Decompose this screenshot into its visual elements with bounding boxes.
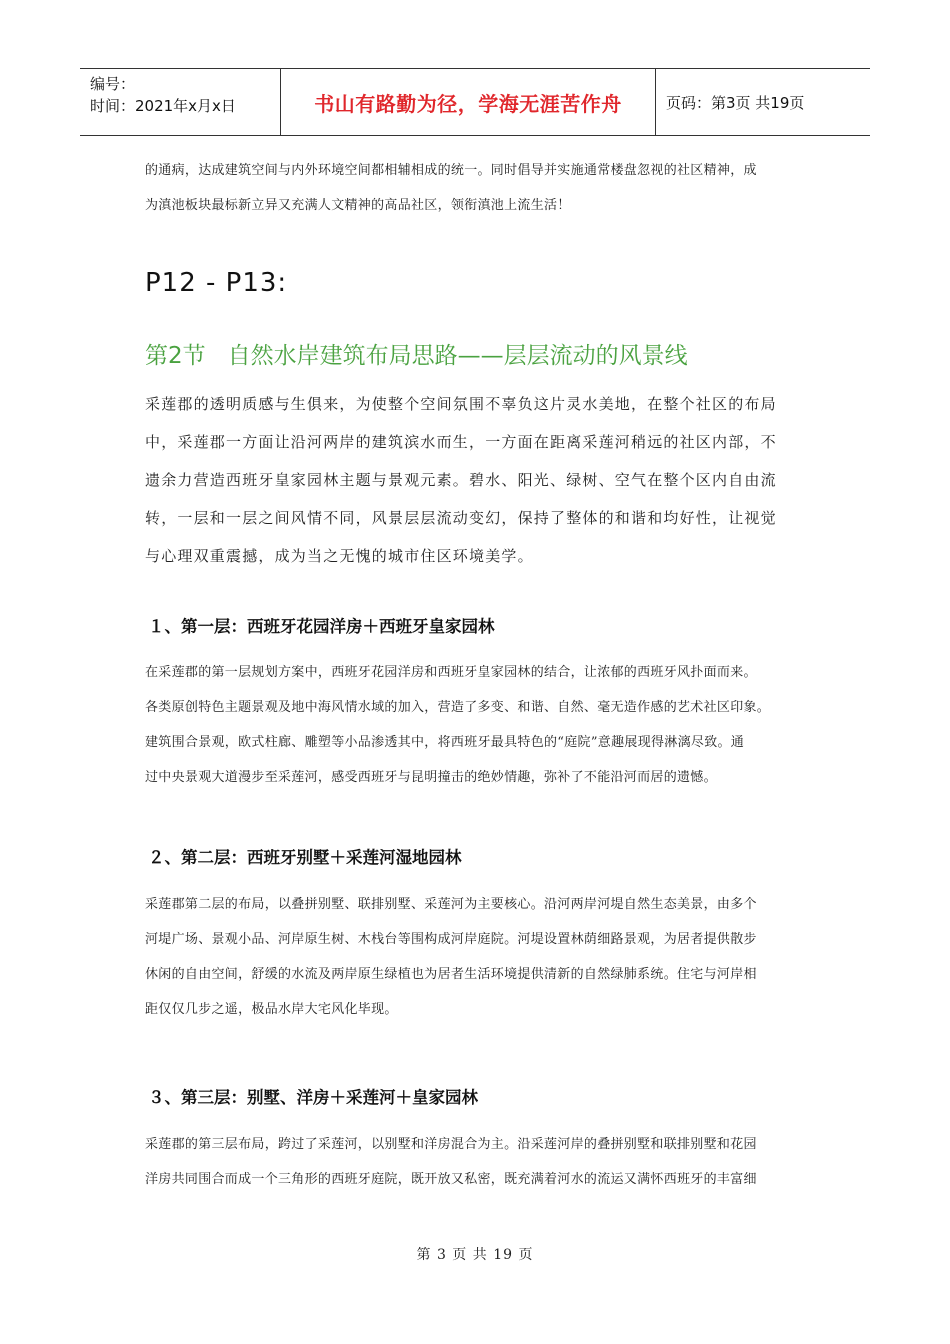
number-label: 编号： — [90, 75, 136, 93]
layer-3-heading: ３、第三层：别墅、洋房＋采莲河＋皇家园林 — [148, 1088, 478, 1107]
layer-3-line: 采莲郡的第三层布局，跨过了采莲河，以别墅和洋房混合为主。沿采莲河岸的叠拼别墅和联排别墅和花园 — [145, 1137, 757, 1152]
section-intro-line: 采莲郡的透明质感与生俱来，为使整个空间氛围不辜负这片灵水美地，在整个社区的布局 — [145, 395, 777, 413]
layer-2-line: 休闲的自由空间，舒缓的水流及两岸原生绿植也为居者生活环境提供清新的自然绿肺系统。住宅与河岸相 — [145, 967, 757, 982]
layer-1-line: 在采莲郡的第一层规划方案中，西班牙花园洋房和西班牙皇家园林的结合，让浓郁的西班牙风扑面而来。 — [145, 665, 757, 680]
page-footer: 第 3 页 共 19 页 — [416, 1247, 534, 1263]
section-intro-line: 中，采莲郡一方面让沿河两岸的建筑滨水而生，一方面在距离采莲河稍远的社区内部，不 — [145, 433, 777, 451]
date-line: 时间：2021年x月x日 — [90, 97, 236, 115]
layer-2-heading: ２、第二层：西班牙别墅＋采莲河湿地园林 — [148, 848, 462, 867]
page-header — [80, 68, 870, 136]
header-page-info: 页码：第3页 共19页 — [666, 93, 805, 112]
layer-3-line: 洋房共同围合而成一个三角形的西班牙庭院，既开放又私密，既充满着河水的流运又满怀西班牙的丰富细 — [145, 1172, 757, 1187]
layer-2-line: 距仅仅几步之遥，极品水岸大宅风化毕现。 — [145, 1002, 398, 1017]
intro-line: 为滇池板块最标新立异又充满人文精神的高品社区，领衔滇池上流生活！ — [145, 198, 571, 213]
header-motto: 书山有路勤为径，学海无涯苦作舟 — [281, 69, 656, 135]
layer-3-text — [145, 1127, 810, 1197]
page-heading: P12 - P13: — [145, 268, 288, 298]
intro-paragraph — [145, 153, 810, 223]
layer-1-text — [145, 655, 810, 795]
section-title-text: 自然水岸建筑布局思路——层层流动的风景线 — [227, 343, 688, 369]
layer-1-line: 过中央景观大道漫步至采莲河，感受西班牙与昆明撞击的绝妙情趣，弥补了不能沿河而居的遗憾。 — [145, 770, 717, 785]
layer-2-line: 河堤广场、景观小品、河岸原生树、木栈台等围构成河岸庭院。河堤设置林荫细路景观，为居者提供散步 — [145, 932, 757, 947]
layer-2-line: 采莲郡第二层的布局，以叠拼别墅、联排别墅、采莲河为主要核心。沿河两岸河堤自然生态美景，由多个 — [145, 897, 757, 912]
section-intro-line: 转，一层和一层之间风情不同，风景层层流动变幻，保持了整体的和谐和均好性，让视觉 — [145, 509, 777, 527]
section-intro-line: 与心理双重震撼，成为当之无愧的城市住区环境美学。 — [145, 547, 534, 565]
layer-1-line: 各类原创特色主题景观及地中海风情水域的加入，营造了多变、和谐、自然、毫无造作感的艺术社区印象。 — [145, 700, 771, 715]
intro-line: 的通病，达成建筑空间与内外环境空间都相辅相成的统一。同时倡导并实施通常楼盘忽视的社区精神，成 — [145, 163, 757, 178]
section-intro — [145, 385, 810, 575]
header-meta — [80, 69, 281, 135]
section-intro-line: 遗余力营造西班牙皇家园林主题与景观元素。碧水、阳光、绿树、空气在整个区内自由流 — [145, 471, 777, 489]
layer-1-line: 建筑围合景观，欧式柱廊、雕塑等小品渗透其中，将西班牙最具特色的“庭院”意趣展现得淋漓尽致。通 — [145, 735, 745, 750]
layer-1-heading: １、第一层：西班牙花园洋房＋西班牙皇家园林 — [148, 617, 495, 636]
section-number: 第2节 — [145, 343, 206, 369]
section-title — [145, 337, 688, 370]
layer-2-text — [145, 887, 810, 1027]
